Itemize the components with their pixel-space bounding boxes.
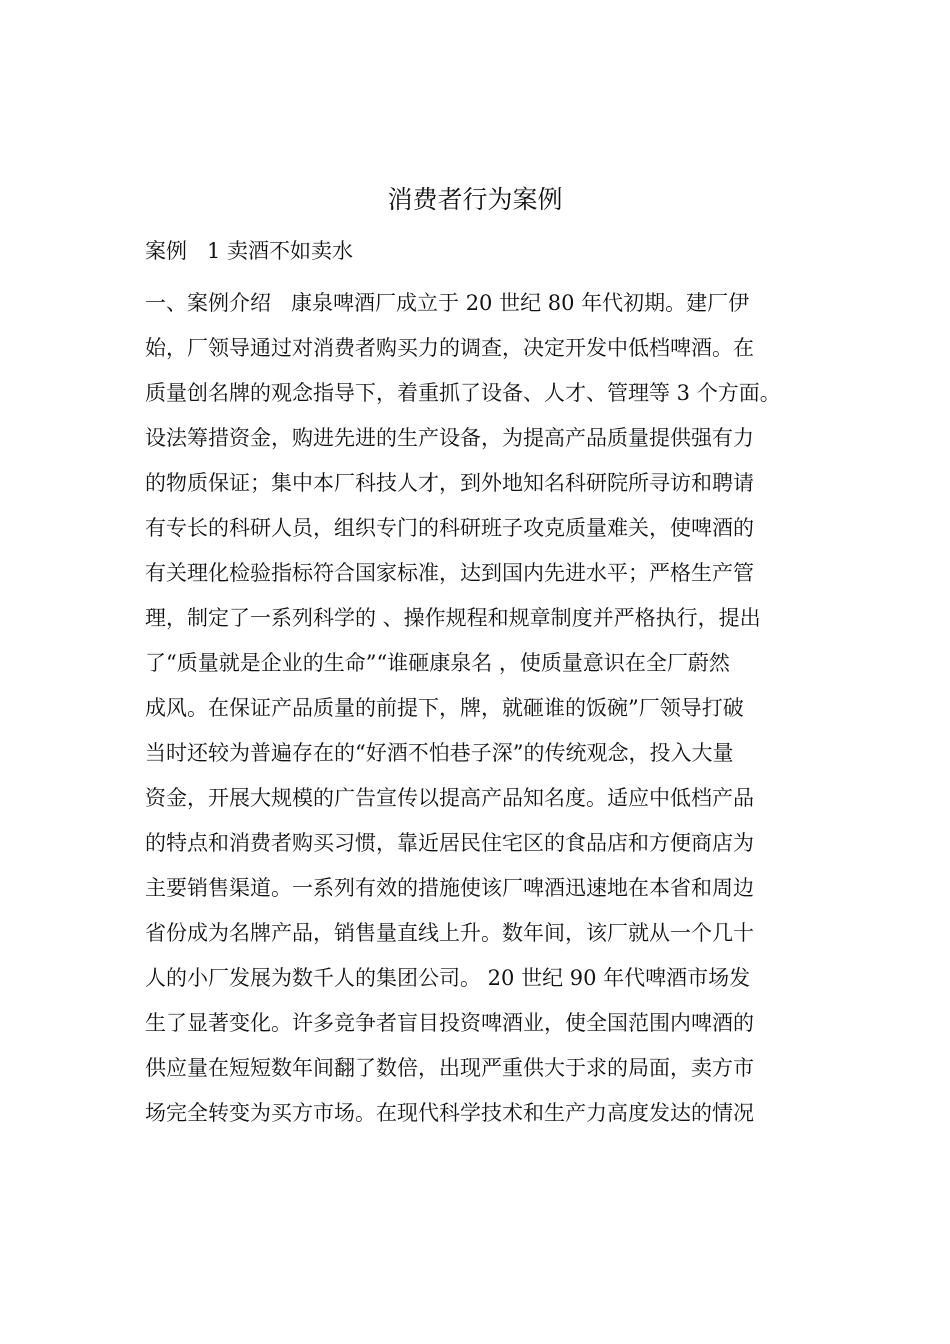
body-line: 成风。在保证产品质量的前提下，牌，就砸谁的饭碗”厂领导打破 — [145, 696, 744, 720]
body-line: 供应量在短短数年间翻了数倍，出现严重供大于求的局面，卖方市 — [145, 1056, 754, 1080]
body-line: 的特点和消费者购买习惯，靠近居民住宅区的食品店和方便商店为 — [145, 831, 754, 855]
body-line: 资金，开展大规模的广告宣传以提高产品知名度。适应中低档产品 — [145, 786, 754, 810]
body-text — [145, 281, 825, 1136]
body-line: 主要销售渠道。一系列有效的措施使该厂啤酒迅速地在本省和周边 — [145, 876, 754, 900]
body-line: 的物质保证；集中本厂科技人才，到外地知名科研院所寻访和聘请 — [145, 471, 754, 495]
body-line: 当时还较为普遍存在的“好酒不怕巷子深”的传统观念，投入大量 — [145, 741, 734, 765]
body-line: 设法筹措资金，购进先进的生产设备，为提高产品质量提供强有力 — [145, 426, 754, 450]
body-line: 场完全转变为买方市场。在现代科学技术和生产力高度发达的情况 — [145, 1101, 754, 1125]
body-line: 有关理化检验指标符合国家标准，达到国内先进水平；严格生产管 — [145, 561, 754, 585]
body-line: 始，厂领导通过对消费者购买力的调查，决定开发中低档啤酒。在 — [145, 336, 754, 360]
body-line: 一、案例介绍 康泉啤酒厂成立于 20 世纪 80 年代初期。建厂伊 — [145, 291, 750, 315]
body-line: 省份成为名牌产品，销售量直线上升。数年间，该厂就从一个几十 — [145, 921, 754, 945]
body-line: 质量创名牌的观念指导下，着重抓了设备、人才、管理等 3 个方面。 — [145, 381, 781, 405]
body-line: 有专长的科研人员，组织专门的科研班子攻克质量难关，使啤酒的 — [145, 516, 754, 540]
body-line: 理，制定了一系列科学的 、操作规程和规章制度并严格执行，提出 — [145, 606, 761, 630]
case-heading: 案例 1 卖酒不如卖水 — [145, 239, 354, 263]
page-title: 消费者行为案例 — [387, 185, 563, 214]
body-line: 生了显著变化。许多竞争者盲目投资啤酒业，使全国范围内啤酒的 — [145, 1011, 754, 1035]
body-line: 人的小厂发展为数千人的集团公司。 20 世纪 90 年代啤酒市场发 — [145, 966, 751, 990]
body-line: 了“质量就是企业的生命”“谁砸康泉名 ，使质量意识在全厂蔚然 — [145, 651, 730, 675]
